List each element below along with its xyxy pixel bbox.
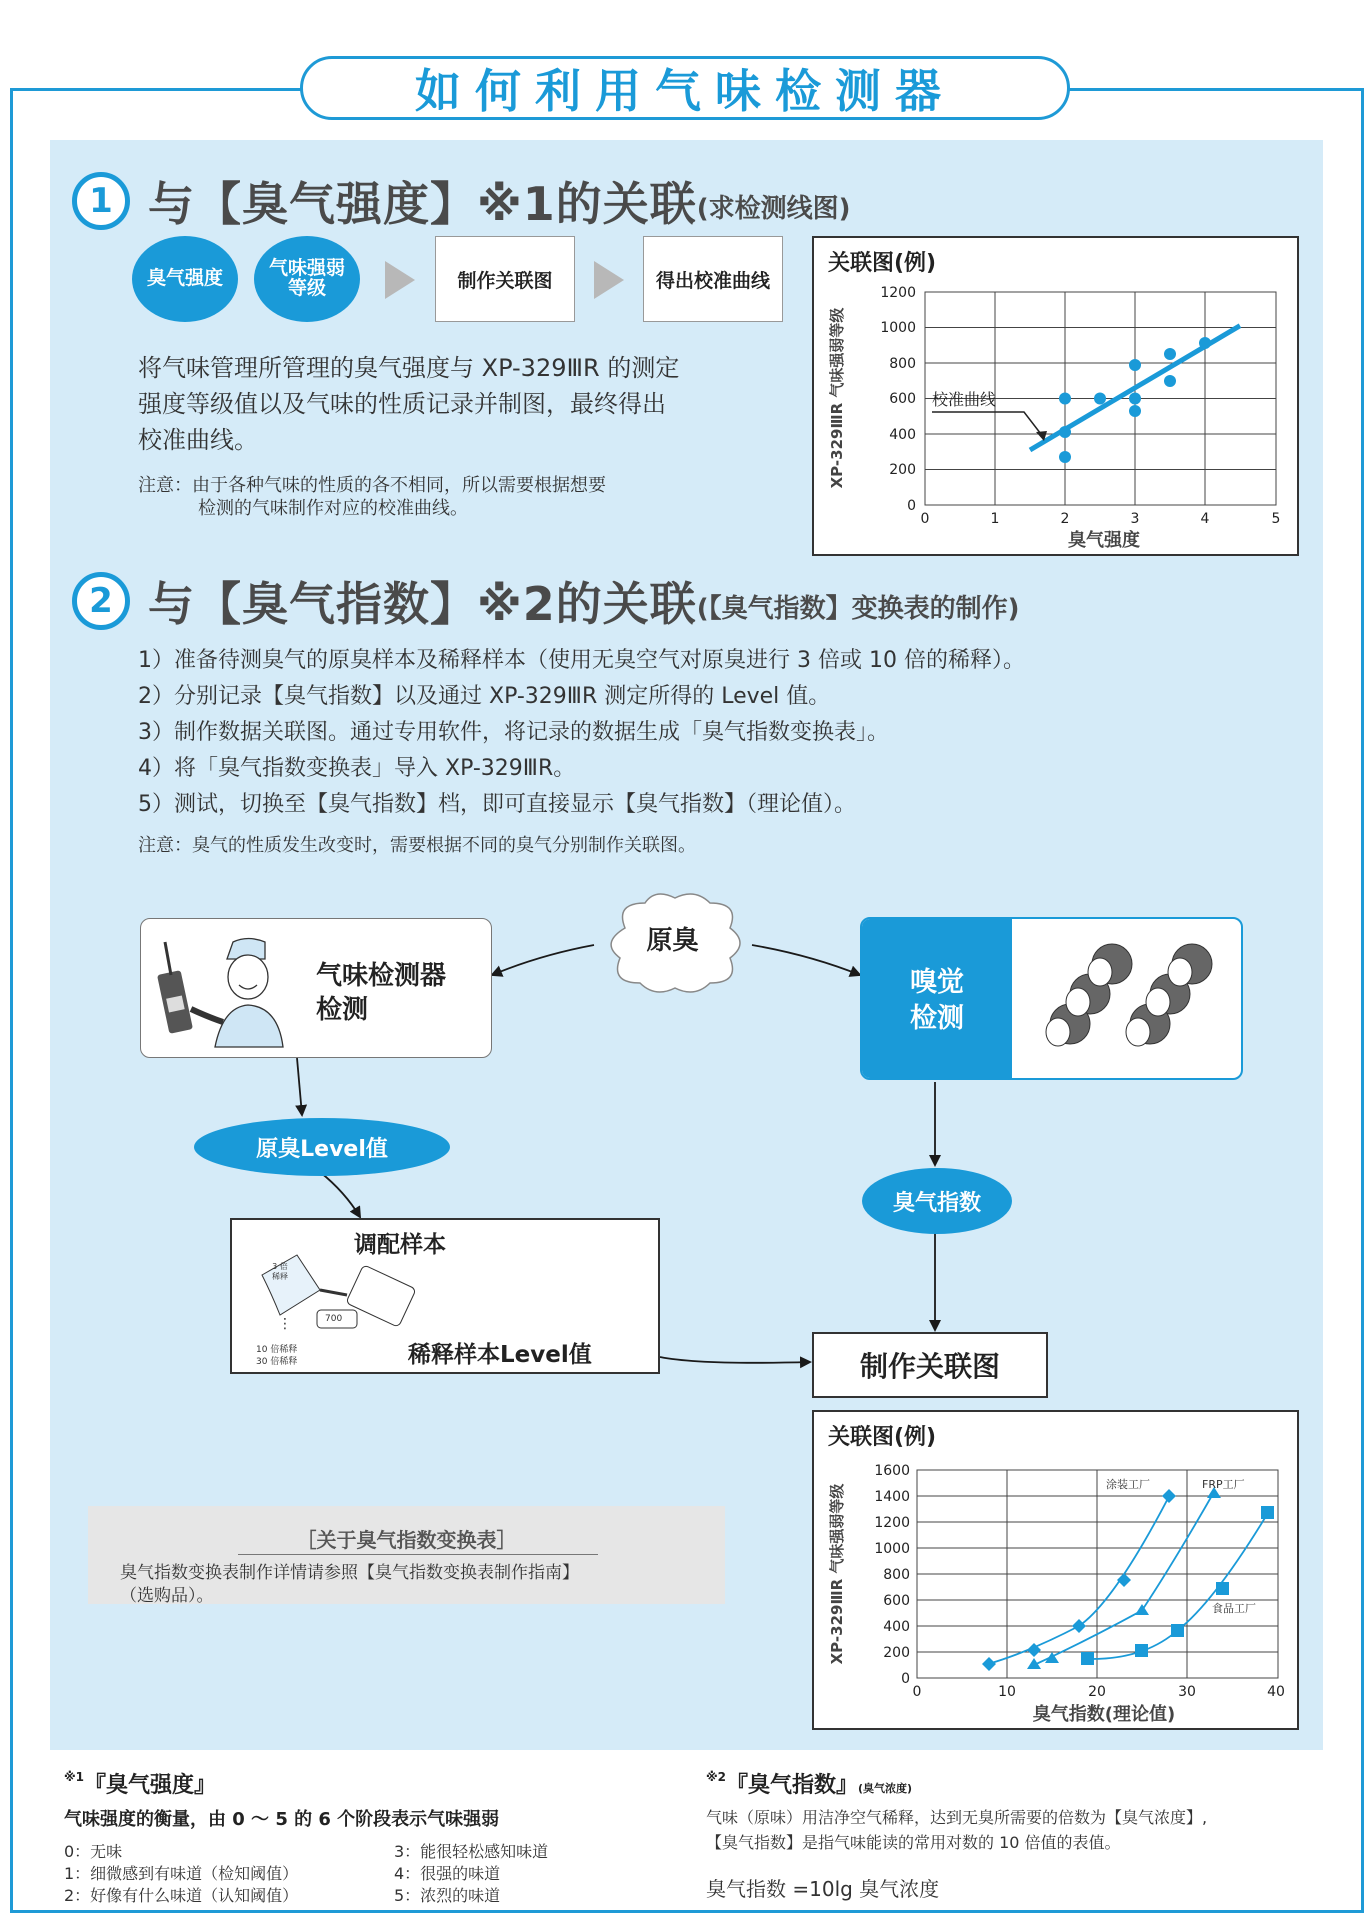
raw-level-value-ellipse: 原臭Level值	[194, 1118, 450, 1176]
step-item: 5）测试，切换至【臭气指数】档，即可直接显示【臭气指数】（理论值）。	[138, 792, 856, 817]
svg-text:1000: 1000	[880, 320, 916, 336]
footnote-odor-intensity	[64, 1768, 664, 1907]
detector-box-label	[316, 959, 446, 1027]
dilution-item: 10 倍稀释	[256, 1345, 298, 1355]
chart2-y-label: XP-329ⅢR 气味强弱等级	[828, 1483, 846, 1665]
svg-text:1400: 1400	[874, 1489, 910, 1505]
intensity-levels	[64, 1841, 664, 1907]
chart2-series-squares	[1081, 1506, 1274, 1665]
label-line: 嗅觉	[910, 966, 964, 998]
info-line: 臭气指数变换表制作详情请参照【臭气指数变换表制作指南】	[120, 1563, 579, 1583]
label-line: 气味检测器	[316, 961, 447, 991]
flow-step-calibration-curve: 得出校准曲线	[643, 236, 783, 322]
calibration-curve-label: 校准曲线	[932, 390, 997, 409]
svg-text:1000: 1000	[874, 1541, 910, 1557]
levels-left-column	[64, 1841, 394, 1907]
svg-text:1200: 1200	[874, 1515, 910, 1531]
svg-text:0: 0	[920, 511, 930, 527]
flow-step-make-chart: 制作关联图	[435, 236, 575, 322]
svg-text:1600: 1600	[874, 1463, 910, 1479]
section-number-badge: 1	[72, 172, 130, 230]
info-line: （选购品）。	[120, 1586, 214, 1606]
svg-text:4: 4	[1200, 511, 1210, 527]
footnote2-title: 『臭气指数』	[726, 1773, 859, 1798]
make-correlation-chart-box: 制作关联图	[812, 1332, 1048, 1398]
svg-text:5: 5	[1271, 511, 1281, 527]
svg-text:200: 200	[883, 1645, 910, 1661]
level-item: 0：无味	[64, 1842, 123, 1861]
svg-text:FRP工厂: FRP工厂	[1202, 1478, 1245, 1491]
olfactory-label-panel	[862, 919, 1012, 1080]
footnote2-body	[706, 1805, 1346, 1855]
info-box-title: ［关于臭气指数变换表］	[296, 1528, 517, 1552]
cloud-label: 原臭	[646, 926, 699, 956]
odor-index-formula: 臭气指数 =10lg 臭气浓度	[706, 1877, 940, 1901]
correlation-chart-2	[812, 1410, 1299, 1730]
svg-text:食品工厂: 食品工厂	[1212, 1602, 1256, 1615]
footnote1-subtitle: 气味强度的衡量，由 0 ～ 5 的 6 个阶段表示气味强弱	[64, 1809, 500, 1830]
description-line: 强度等级值以及气味的性质记录并制图，最终得出	[138, 390, 666, 418]
bag-label-line: 3 倍	[272, 1262, 288, 1271]
svg-text:2: 2	[1060, 511, 1070, 527]
section2-subtitle: (【臭气指数】变换表的制作)	[696, 593, 1020, 624]
footnote1-title: 『臭气强度』	[84, 1773, 217, 1798]
step-item: 2）分别记录【臭气指数】以及通过 XP-329ⅢR 测定所得的 Level 值。	[138, 684, 831, 709]
description-line: 将气味管理所管理的臭气强度与 XP-329ⅢR 的测定	[138, 354, 680, 382]
svg-text:800: 800	[883, 1567, 910, 1583]
svg-text:800: 800	[889, 356, 916, 372]
section2-title: 与【臭气指数】※2的关联	[148, 577, 697, 631]
conversion-table-info-box	[88, 1506, 725, 1604]
ellipsis-dots: ⋮	[278, 1316, 292, 1332]
svg-text:600: 600	[889, 391, 916, 407]
svg-text:1: 1	[990, 511, 1000, 527]
flow-bubble-odor-intensity: 臭气强度	[132, 236, 238, 322]
svg-text:10: 10	[998, 1684, 1016, 1700]
svg-text:400: 400	[889, 427, 916, 443]
svg-text:涂装工厂: 涂装工厂	[1106, 1478, 1150, 1491]
sample-prep-box	[230, 1218, 660, 1374]
prep-title: 调配样本	[354, 1232, 446, 1258]
svg-text:200: 200	[889, 462, 916, 478]
levels-right-column	[394, 1841, 548, 1907]
description-line: 校准曲线。	[138, 426, 258, 454]
info-box-divider	[238, 1554, 598, 1555]
worker-with-detector-icon	[153, 937, 293, 1049]
footnote-mark: ※1	[64, 1770, 85, 1784]
source-odor-cloud	[595, 888, 750, 998]
svg-text:20: 20	[1088, 1684, 1106, 1700]
footnote2-title-suffix: (臭气浓度)	[858, 1782, 913, 1795]
footnote-odor-index	[706, 1768, 1346, 1902]
svg-text:3: 3	[1130, 511, 1140, 527]
chart2-x-label: 臭气指数(理论值)	[1032, 1704, 1176, 1725]
detector-measure-box	[140, 918, 492, 1058]
bag-label-line: 稀释	[272, 1272, 288, 1281]
chart2-x-ticks	[913, 1684, 1285, 1700]
note-line: 注意：由于各种气味的性质的各不相同，所以需要根据想要	[138, 475, 606, 496]
chart2-title: 关联图(例)	[828, 1425, 937, 1450]
odor-index-ellipse: 臭气指数	[862, 1168, 1012, 1234]
svg-text:0: 0	[912, 1684, 922, 1700]
page-title: 如何利用气味检测器	[415, 64, 955, 118]
note-line: 检测的气味制作对应的校准曲线。	[198, 498, 468, 519]
footnote-mark: ※2	[706, 1770, 727, 1784]
step-item: 1）准备待测臭气的原臭样本及稀释样本（使用无臭空气对原臭进行 3 倍或 10 倍的稀释）。	[138, 648, 1025, 673]
olfactory-measure-box	[860, 917, 1243, 1080]
section-number-badge: 2	[72, 572, 130, 630]
footnote2-heading	[706, 1768, 1346, 1799]
step-item: 3）制作数据关联图。通过专用软件，将记录的数据生成「臭气指数变换表」。	[138, 720, 889, 745]
chart1-title: 关联图(例)	[828, 251, 937, 276]
level-item: 3：能很轻松感知味道	[394, 1842, 549, 1861]
chart2-series-labels	[1106, 1477, 1256, 1615]
bag-label	[272, 1262, 288, 1282]
chart1-x-label: 臭气强度	[1068, 530, 1140, 551]
chart2-svg	[814, 1412, 1297, 1728]
level-item: 4：很强的味道	[394, 1864, 501, 1883]
svg-text:40: 40	[1267, 1684, 1285, 1700]
info-box-text	[120, 1562, 579, 1608]
svg-text:1200: 1200	[880, 285, 916, 301]
step-item: 4）将「臭气指数变换表」导入 XP-329ⅢR。	[138, 756, 576, 781]
label-line: 检测	[910, 1002, 964, 1034]
label-line: 检测	[316, 995, 369, 1025]
diluted-level-value: 稀释样本Level值	[408, 1342, 592, 1368]
bubble-line: 等级	[287, 277, 326, 299]
svg-text:30: 30	[1178, 1684, 1196, 1700]
svg-text:400: 400	[883, 1619, 910, 1635]
level-item: 1：细微感到有味道（检知阈值）	[64, 1864, 299, 1883]
svg-text:600: 600	[883, 1593, 910, 1609]
section1-title: 与【臭气强度】※1的关联	[148, 177, 697, 231]
level-item: 5：浓烈的味道	[394, 1886, 501, 1905]
detector-display-value: 700	[325, 1314, 343, 1324]
footnote1-heading	[64, 1768, 664, 1799]
body-line: 【臭气指数】是指气味能读的常用对数的 10 倍值的表值。	[706, 1833, 1121, 1852]
chart1-y-label: XP-329ⅢR 气味强弱等级	[828, 307, 846, 489]
section2-note: 注意：臭气的性质发生改变时，需要根据不同的臭气分别制作关联图。	[138, 835, 696, 856]
chart2-grid	[917, 1470, 1278, 1678]
bubble-line: 气味强弱	[268, 257, 345, 280]
level-item: 2：好像有什么味道（认知阈值）	[64, 1886, 299, 1905]
chart2-y-ticks	[874, 1463, 910, 1687]
svg-text:0: 0	[907, 498, 916, 514]
panel-of-smellers-icon	[1022, 939, 1232, 1064]
svg-text:0: 0	[901, 1671, 910, 1687]
body-line: 气味（原味）用洁净空气稀释，达到无臭所需要的倍数为【臭气浓度】,	[706, 1808, 1208, 1827]
dilution-list	[256, 1344, 297, 1368]
dilution-item: 30 倍稀释	[256, 1357, 298, 1367]
section1-subtitle: (求检测线图)	[696, 193, 851, 224]
